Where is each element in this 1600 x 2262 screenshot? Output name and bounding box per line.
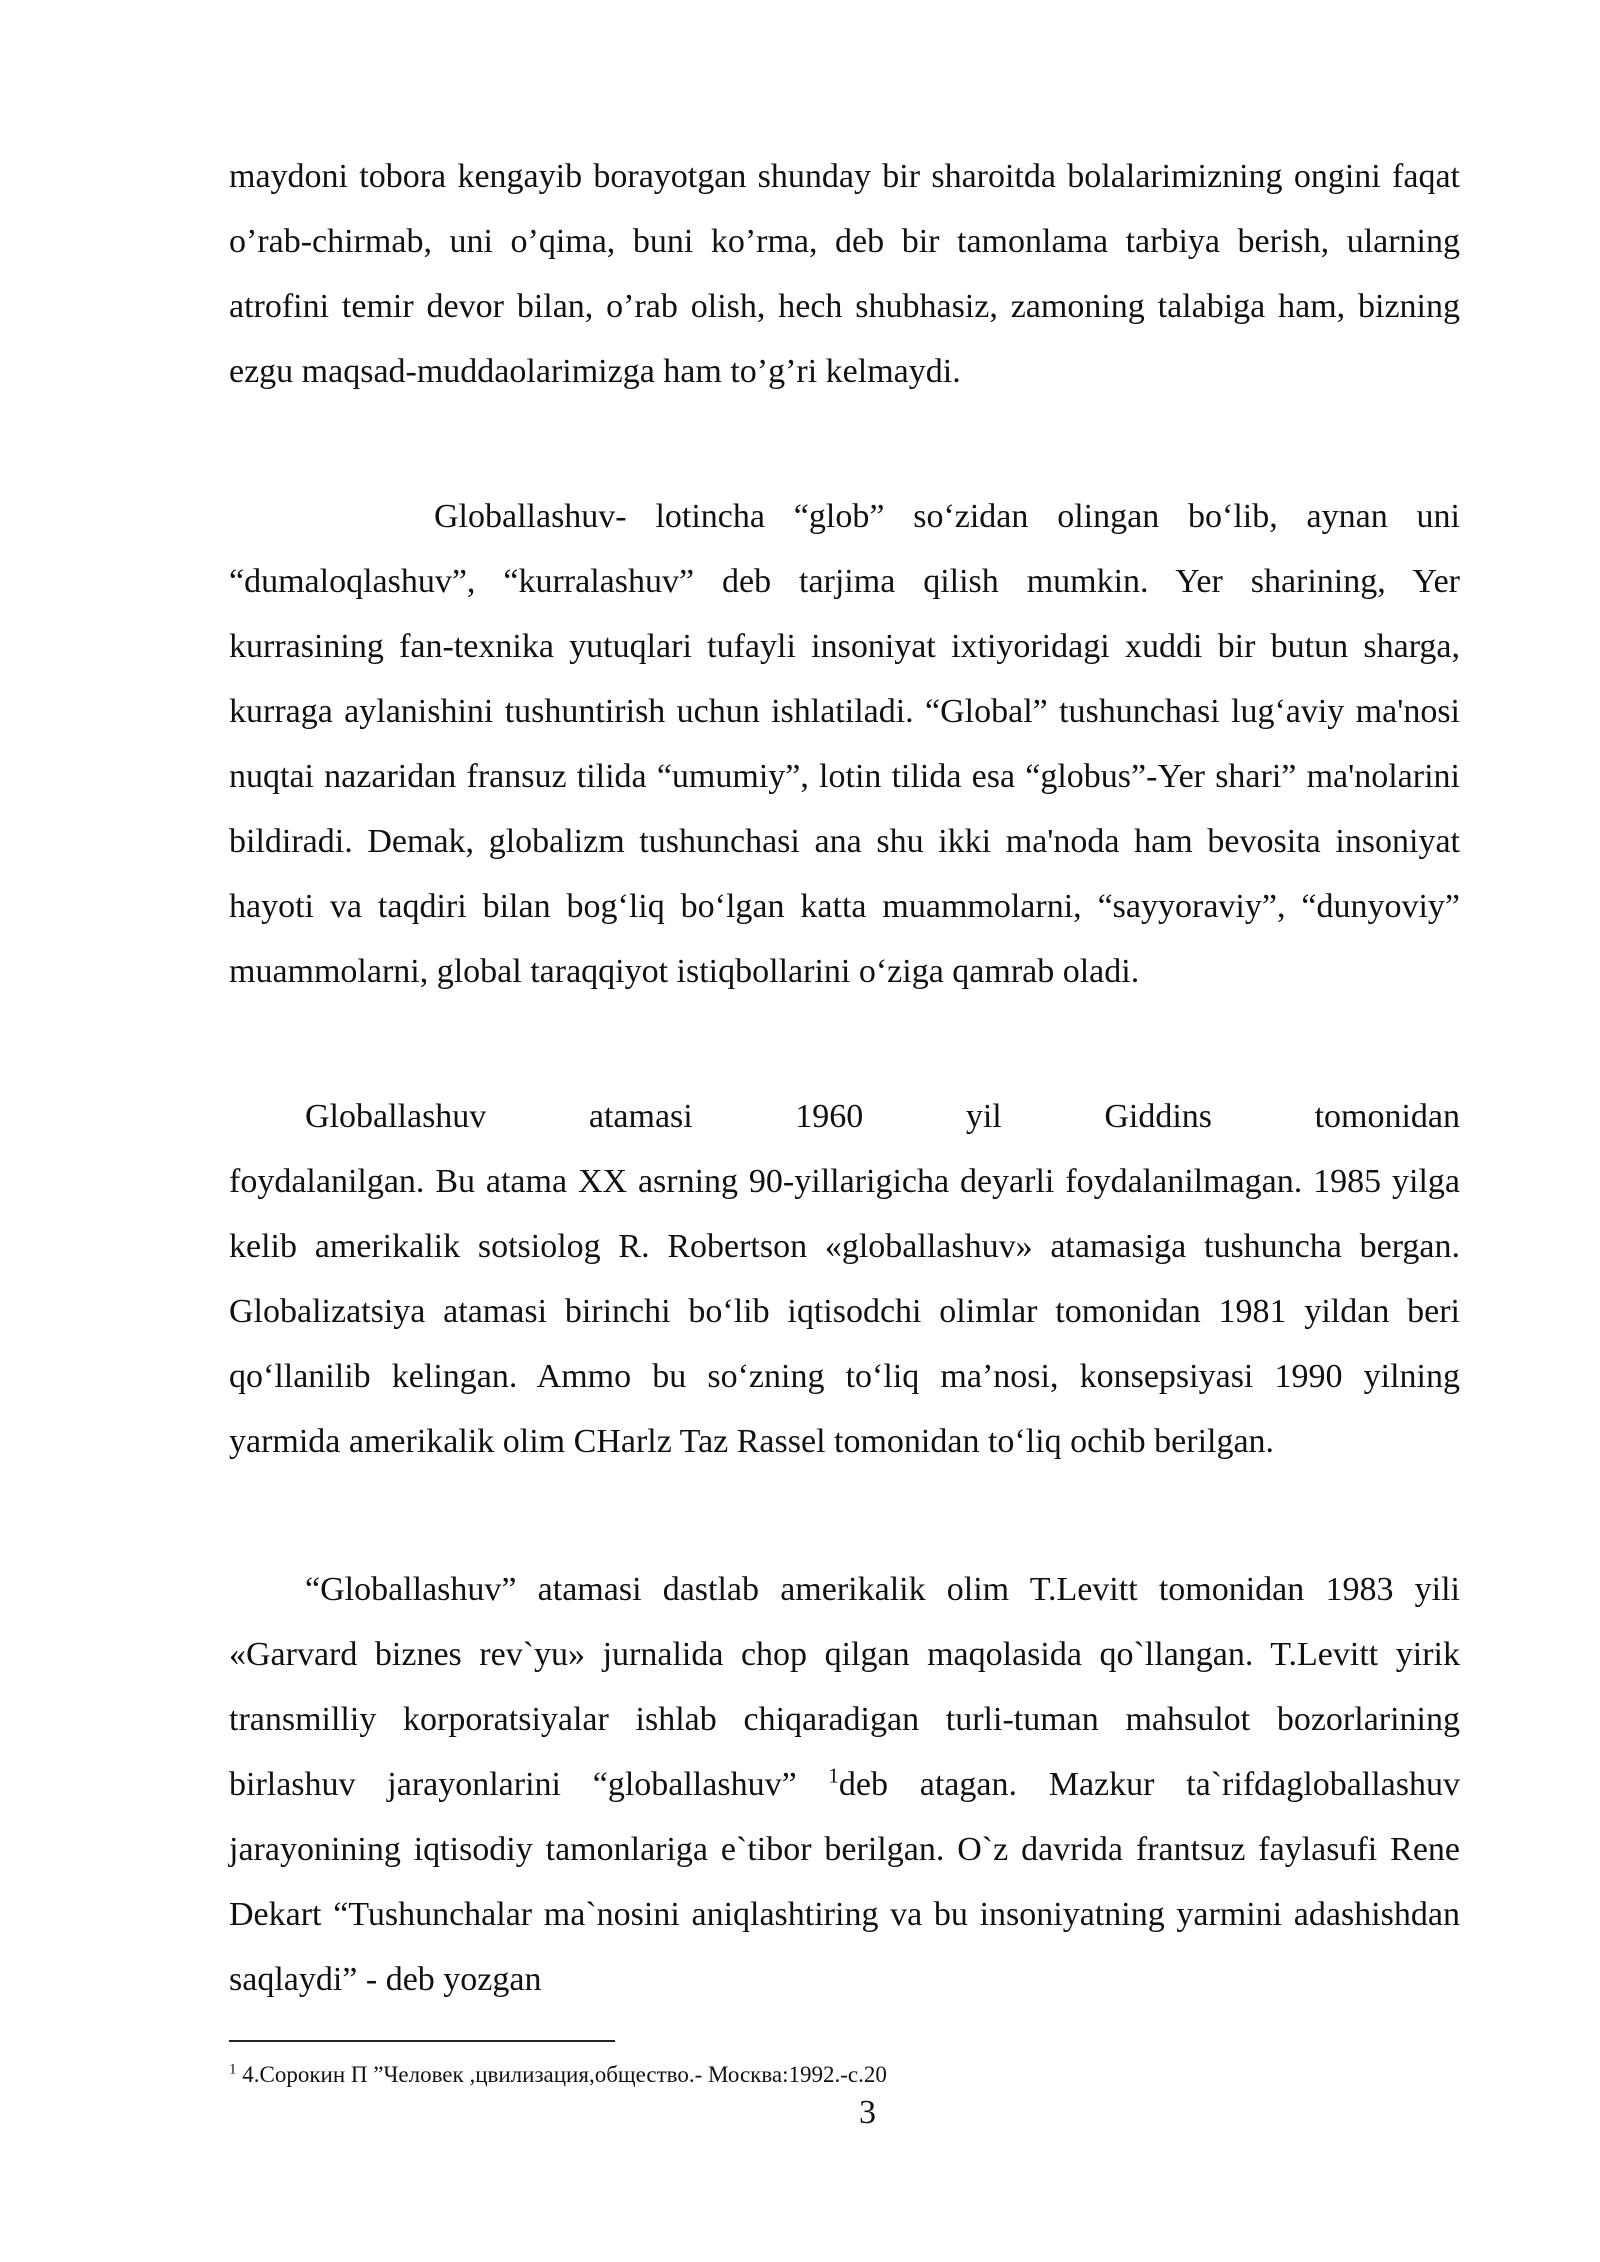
footnote-separator — [229, 2040, 615, 2042]
footnote-text: 4.Сорокин П ”Человек ,цвилизация,общество.- Москва:1992.-с.20 — [236, 2062, 887, 2087]
paragraph-2 — [229, 484, 1460, 1004]
paragraph-3-text — [229, 1084, 1460, 1474]
page-number: 3 — [859, 2094, 876, 2131]
paragraph-4-text — [229, 1557, 1460, 2012]
footnote-marker: 1 — [229, 2061, 237, 2078]
paragraph-4 — [229, 1557, 1460, 2012]
footnote-reference[interactable]: 1 — [828, 1763, 839, 1788]
paragraph-1 — [229, 144, 1460, 404]
paragraph-3 — [229, 1084, 1460, 1474]
paragraph-1-text: maydoni tobora kengayib borayotgan shunday bir sharoitda bolalarimizning ongini faqat o’rab-chirmab, uni o’qima, buni ko’rma, deb bir tamonlama tarbiya berish, ularning atrofini temir devor bilan, o’rab olish, hech shubhasiz, zamoning talabiga ham, bizning ezgu maqsad-muddaolarimizga ham to’g’ri kelmaydi. — [229, 158, 1460, 390]
paragraph-4-before: “Globallashuv” atamasi dastlab amerikalik olim T.Levitt tomonidan 1983 yili «Garvard biznes rev`yu» jurnalida chop qilgan maqolasida qo`llangan. T.Levitt yirik transmilliy korporatsiyalar ishlab chiqaradigan turli-tuman mahsulot bozorlarining birlashuv jarayonlarini “globallashuv” — [229, 1571, 1460, 1803]
paragraph-4-after: deb atagan. Mazkur ta`rifdagloballashuv jarayonining iqtisodiy tamonlariga e`tibor berilgan. O`z davrida frantsuz faylasufi Rene Dekart “Tushunchalar ma`nosini aniqlashtiring va bu insoniyatning yarmini adashishdan saqlaydi” - deb yozgan — [229, 1766, 1460, 1998]
paragraph-3-rest: foydalanilgan. Bu atama XX asrning 90-yillarigicha deyarli foydalanilmagan. 1985 yilga kelib amerikalik sotsiolog R. Robertson «globallashuv» atamasiga tushuncha bergan. Globalizatsiya atamasi birinchi bo‘lib iqtisodchi olimlar tomonidan 1981 yildan beri qo‘llanilib kelingan. Ammo bu so‘zning to‘liq ma’nosi, konsepsiyasi 1990 yilning yarmida amerikalik olim CHarlz Taz Rassel tomonidan to‘liq ochib berilgan. — [229, 1163, 1460, 1460]
paragraph-3-first-line: Globallashuv atamasi 1960 yil Giddins tomonidan — [305, 1098, 1460, 1135]
footnote — [229, 2060, 887, 2090]
paragraph-2-text: Globallashuv- lotincha “glob” so‘zidan olingan bo‘lib, aynan uni “dumaloqlashuv”, “kurralashuv” deb tarjima qilish mumkin. Yer sharining, Yer kurrasining fan-texnika yutuqlari tufayli insoniyat ixtiyoridagi xuddi bir butun sharga, kurraga aylanishini tushuntirish uchun ishlatiladi. “Global” tushunchasi lug‘aviy ma'nosi nuqtai nazaridan fransuz tilida “umumiy”, lotin tilida esa “globus”-Yer shari” ma'nolarini bildiradi. Demak, globalizm tushunchasi ana shu ikki ma'noda ham bevosita insoniyat hayoti va taqdiri bilan bog‘liq bo‘lgan katta muammolarni, “sayyoraviy”, “dunyoviy” muammolarni, global taraqqiyot istiqbollarini o‘ziga qamrab oladi. — [229, 498, 1460, 990]
